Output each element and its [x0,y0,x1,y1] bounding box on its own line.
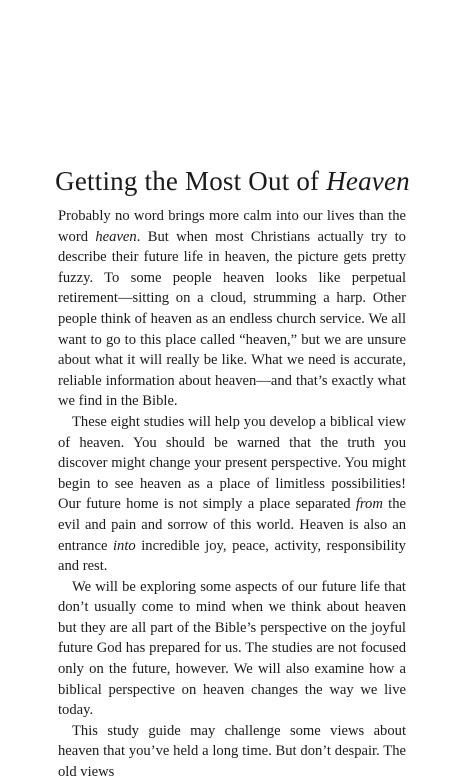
text-run: These eight studies will help you develop a biblical view of heaven. You should be warned that the truth you discover might change your present perspective. You might begin to see heaven as a place of limitless possibilities! Our future home is not simply a place separated [58,413,406,513]
chapter-title [0,166,465,197]
text-run: the evil and pain and sorrow of this world. Heaven is also an entrance [58,496,406,554]
paragraph-2 [58,412,406,577]
paragraph-4 [58,721,406,783]
text-run-italic: from [355,496,383,513]
text-run: This study guide may challenge some views about heaven that you’ve held a long time. But don’t despair. The old views [58,722,406,781]
paragraph-1 [58,206,406,412]
chapter-title-main: Getting the Most Out of [55,166,327,196]
text-run: Probably no word brings more calm into our lives than the word [58,208,406,245]
paragraph-3 [58,577,406,721]
text-run: incredible joy, peace, activity, responsibility and rest. [58,537,406,575]
text-run: We will be exploring some aspects of our future life that don’t usually come to mind when we think about heaven but they are all part of the Bible’s perspective on the joyful future God has prepared for us. The studies are not focused only on the future, however. We will also examine how a biblical perspective on heaven changes the way we live today. [58,578,406,719]
body-text [58,206,406,783]
text-run: . But when most Christians actually try to describe their future life in heaven, the picture gets pretty fuzzy. To some people heaven looks like perpetual retirement—sitting on a cloud, strumming a harp. Other people think of heaven as an endless church service. We all want to go to this place called “heaven,” but we are unsure about what it will really be like. What we need is accurate, reliable information about heaven—and that’s exactly what we find in the Bible. [58,228,406,410]
text-run-italic: heaven [95,228,137,245]
chapter-title-italic: Heaven [326,166,410,196]
text-run-italic: into [112,537,136,554]
